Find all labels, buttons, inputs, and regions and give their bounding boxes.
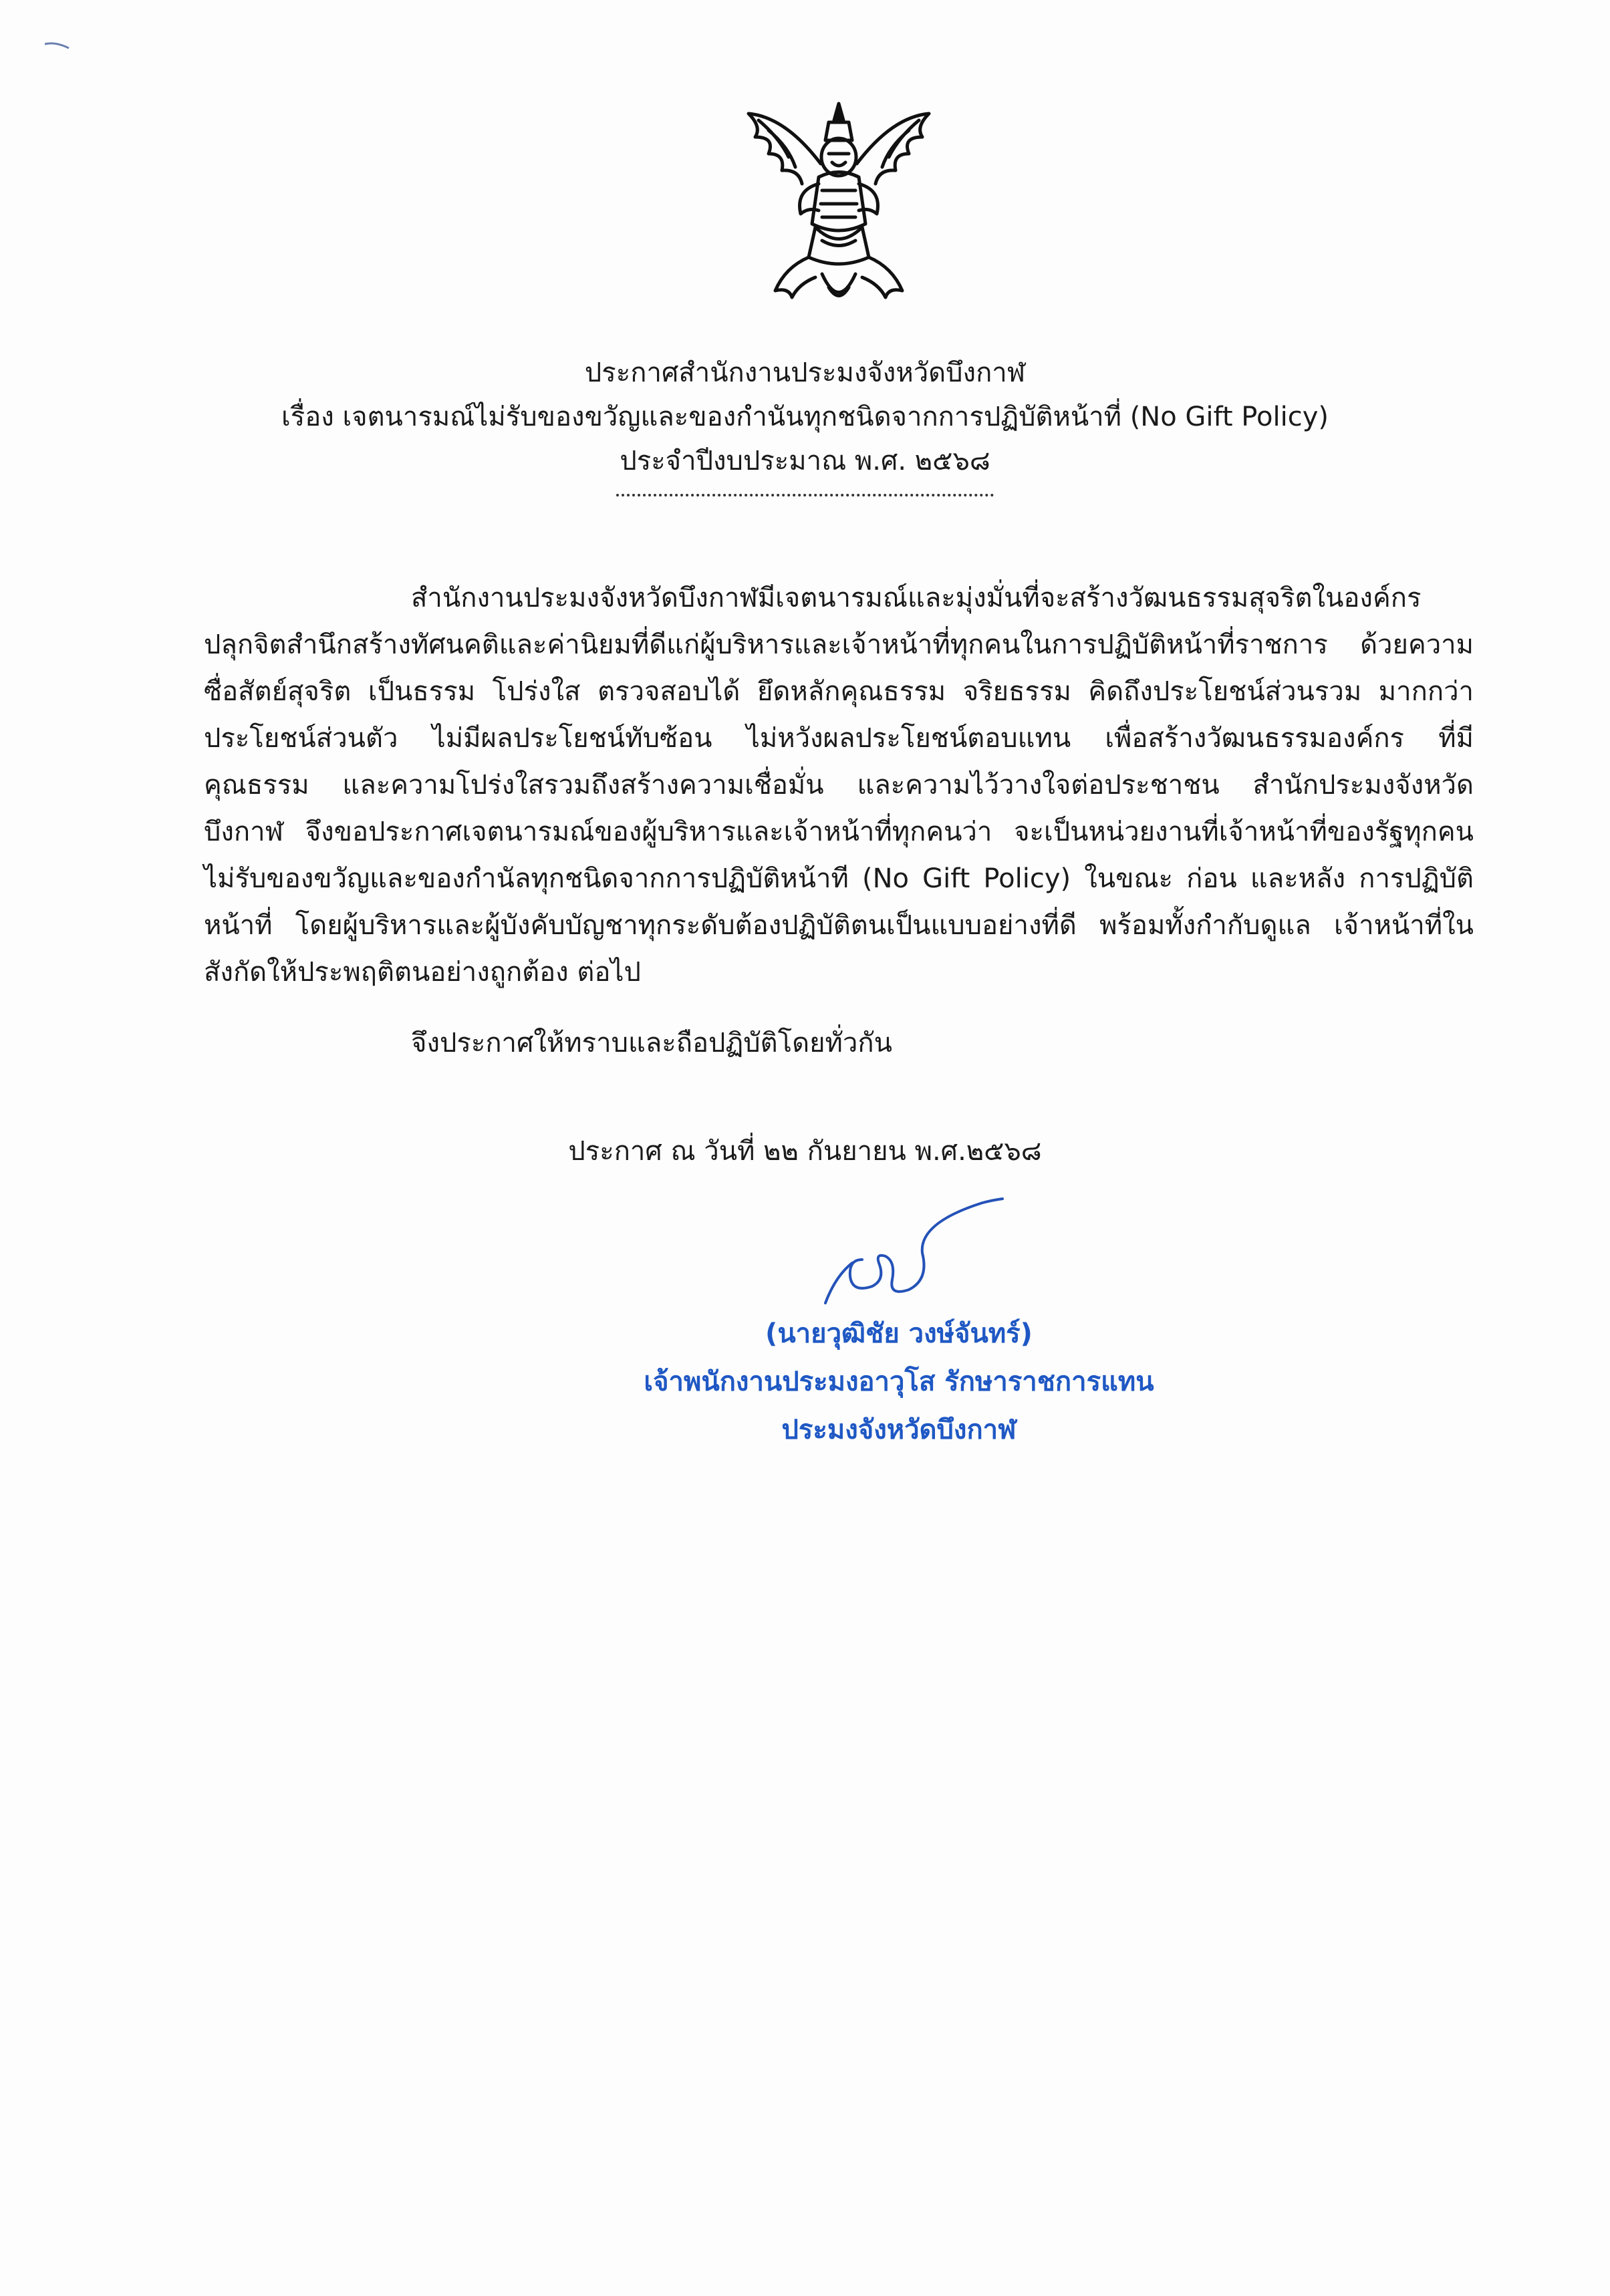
announcement-date: ประกาศ ณ วันที่ ๒๒ กันยายน พ.ศ.๒๕๖๘ xyxy=(568,1136,1042,1167)
signer-block xyxy=(535,1310,1263,1454)
body-paragraph: สำนักงานประมงจังหวัดบึงกาฬมีเจตนารมณ์และมุ่งมั่นที่จะสร้างวัฒนธรรมสุจริตในองค์กร ปลุกจิตสำนึกสร้างทัศนคติและค่านิยมที่ดีแก่ผู้บริหารและเจ้าหน้าที่ทุกคนในการปฏิบัติหน้าที่ราชการ ด้วยความซื่อสัตย์สุจริต เป็นธรรม โปร่งใส ตรวจสอบได้ ยึดหลักคุณธรรม จริยธรรม คิดถึงประโยชน์ส่วนรวม มากกว่าประโยชน์ส่วนตัว ไม่มีผลประโยชน์ทับซ้อน ไม่หวังผลประโยชน์ตอบแทน เพื่อสร้างวัฒนธรรมองค์กร ที่มีคุณธรรม และความโปร่งใสรวมถึงสร้างความเชื่อมั่น และความไว้วางใจต่อประชาชน สำนักประมงจังหวัดบึงกาฬ จึงขอประกาศเจตนารมณ์ของผู้บริหารและเจ้าหน้าที่ทุกคนว่า จะเป็นหน่วยงานที่เจ้าหน้าที่ของรัฐทุกคน ไม่รับของขวัญและของกำนัลทุกชนิดจากการปฏิบัติหน้าที (No Gift Policy) ในขณะ ก่อน และหลัง การปฏิบัติหน้าที่ โดยผู้บริหารและผู้บังคับบัญชาทุกระดับต้องปฏิบัติตนเป็นแบบอย่างที่ดี พร้อมทั้งกำกับดูแล เจ้าหน้าที่ในสังกัดให้ประพฤติตนอย่างถูกต้อง ต่อไป xyxy=(204,583,1474,988)
announcement-header xyxy=(200,351,1410,496)
closing-line: จึงประกาศให้ทราบและถือปฏิบัติโดยทั่วกัน xyxy=(411,1028,892,1058)
announcement-fiscal-year: ประจำปีงบประมาณ พ.ศ. ๒๕๖๘ xyxy=(620,446,990,476)
signer-name: (นายวุฒิชัย วงษ์จันทร์) xyxy=(765,1318,1033,1349)
garuda-emblem-icon xyxy=(722,90,956,324)
signer-position: เจ้าพนักงานประมงอาวุโส รักษาราชการแทน xyxy=(644,1367,1154,1397)
scan-speck-icon xyxy=(43,40,70,51)
handwritten-signature-icon xyxy=(822,1196,1009,1316)
signer-office: ประมงจังหวัดบึงกาฬ xyxy=(781,1415,1017,1445)
announcement-body xyxy=(204,575,1474,1066)
announcement-title: ประกาศสำนักงานประมงจังหวัดบึงกาฬ xyxy=(584,357,1026,388)
dotted-divider xyxy=(616,487,994,496)
announcement-subject: เรื่อง เจตนารมณ์ไม่รับของขวัญและของกำนันทุกชนิดจากการปฏิบัติหน้าที่ (No Gift Policy) xyxy=(281,402,1329,432)
